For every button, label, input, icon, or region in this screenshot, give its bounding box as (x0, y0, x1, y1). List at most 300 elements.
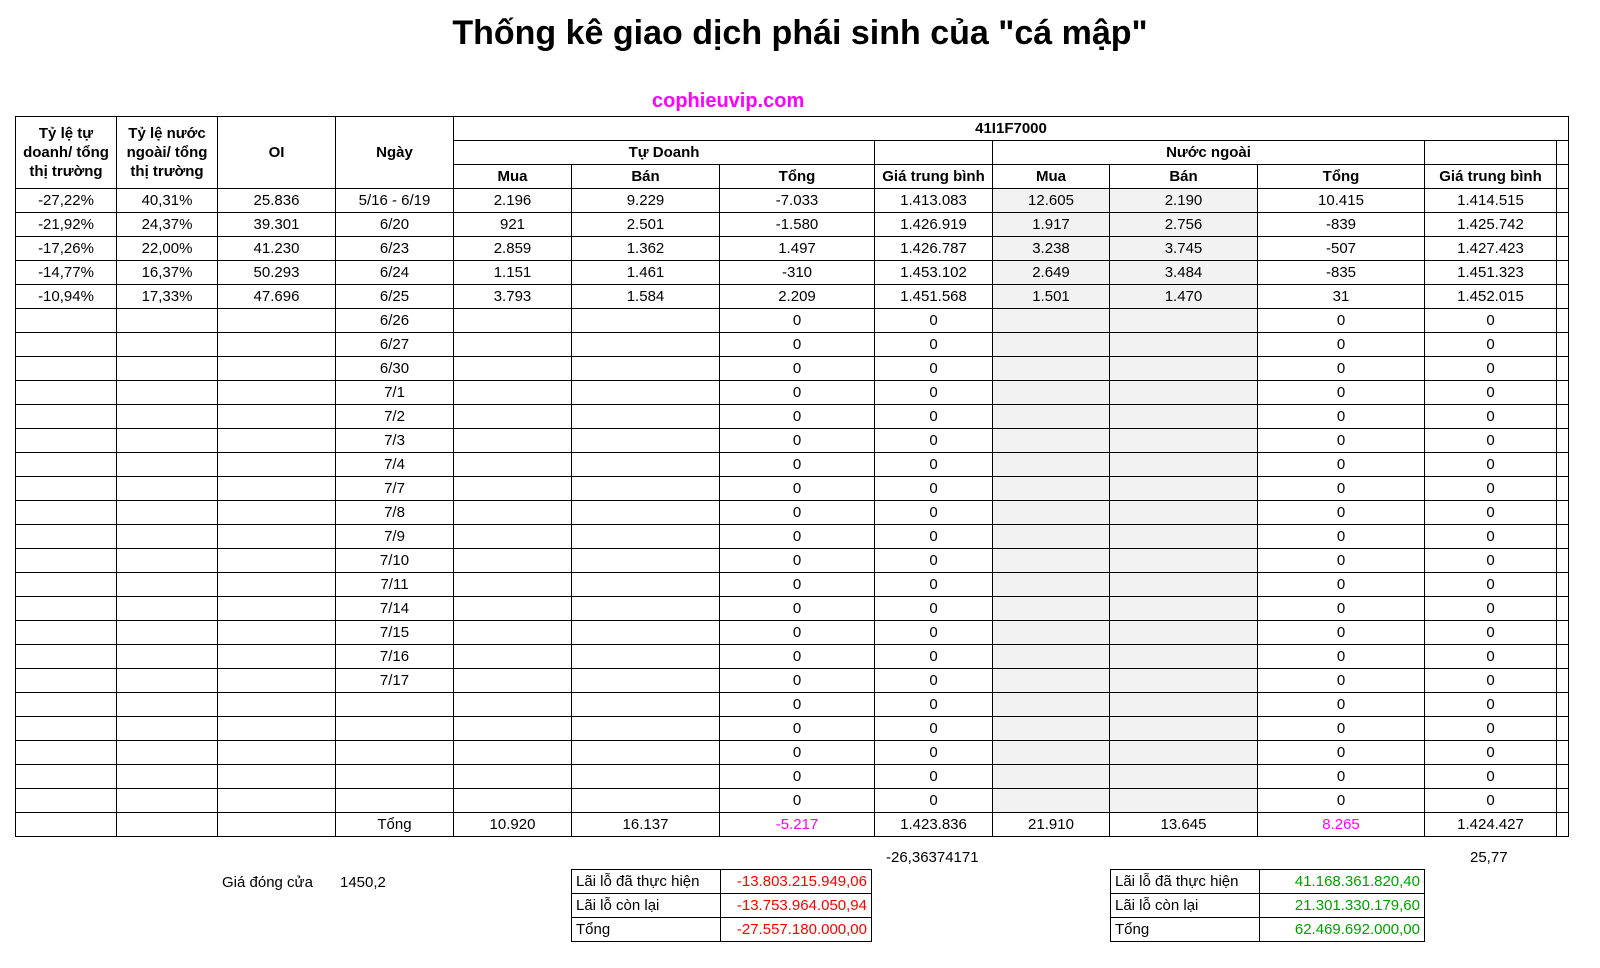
cell-td-ratio (16, 309, 117, 333)
cell-nn-ratio (117, 669, 218, 693)
cell-td-gia: 1.453.102 (875, 261, 993, 285)
header-blank-nn (1425, 141, 1557, 165)
cell-nn-ban (1110, 429, 1258, 453)
cell-td-ban (572, 741, 720, 765)
cell-td-ratio (16, 789, 117, 813)
cell-td-ban (572, 645, 720, 669)
cell-td-tong: 0 (720, 501, 875, 525)
cell-td-gia: 0 (875, 525, 993, 549)
cell-td-mua (454, 525, 572, 549)
cell-nn-gia: 0 (1425, 309, 1557, 333)
cell-blank (1557, 333, 1569, 357)
cell-td-mua (454, 765, 572, 789)
cell-oi (218, 501, 336, 525)
cell-td-ban: 2.501 (572, 213, 720, 237)
cell-nn-tong: 0 (1258, 453, 1425, 477)
cell-td-ratio: -27,22% (16, 189, 117, 213)
cell-td-mua: 1.151 (454, 261, 572, 285)
cell-blank (1557, 189, 1569, 213)
cell-td-mua (454, 501, 572, 525)
cell-nn-tong: 0 (1258, 549, 1425, 573)
cell-nn-tong: 0 (1258, 789, 1425, 813)
cell-nn-ban (1110, 357, 1258, 381)
cell-nn-ban: 1.470 (1110, 285, 1258, 309)
pnl-label: Lãi lỗ đã thực hiện (572, 870, 721, 894)
cell-nn-mua (993, 765, 1110, 789)
cell-td-ban (572, 765, 720, 789)
cell-td-gia: 0 (875, 333, 993, 357)
cell-td-ban (572, 381, 720, 405)
cell-td-mua (454, 717, 572, 741)
cell-td-gia: 0 (875, 549, 993, 573)
cell-blank (1557, 693, 1569, 717)
cell-blank (1557, 645, 1569, 669)
cell-nn-mua (993, 333, 1110, 357)
cell-td-tong: 0 (720, 309, 875, 333)
cell-td-mua (454, 693, 572, 717)
header-contract: 41I1F7000 (454, 117, 1569, 141)
cell-nn-tong: 0 (1258, 357, 1425, 381)
cell-td-tong: -310 (720, 261, 875, 285)
cell-nn-gia: 1.427.423 (1425, 237, 1557, 261)
table-row (16, 765, 1569, 789)
cell-nn-mua: 2.649 (993, 261, 1110, 285)
cell-td-ban: 9.229 (572, 189, 720, 213)
cell-nn-ratio (117, 525, 218, 549)
cell-td-mua (454, 741, 572, 765)
cell-oi (218, 741, 336, 765)
cell-td-ratio (16, 453, 117, 477)
table-row (16, 357, 1569, 381)
cell-td-gia: 0 (875, 741, 993, 765)
cell-nn-gia: 0 (1425, 405, 1557, 429)
cell-blank (1557, 237, 1569, 261)
table-row (16, 213, 1569, 237)
table-row (16, 429, 1569, 453)
cell-oi (218, 333, 336, 357)
cell-td-tong: 0 (720, 429, 875, 453)
table-row (16, 669, 1569, 693)
pnl-value: -13.803.215.949,06 (721, 870, 872, 894)
table-row (16, 597, 1569, 621)
cell-td-ratio (16, 621, 117, 645)
cell-nn-ratio (117, 477, 218, 501)
cell-oi (218, 549, 336, 573)
cell-td-ban: 1.584 (572, 285, 720, 309)
cell-nn-gia: 0 (1425, 645, 1557, 669)
nn-diff-value: 25,77 (1470, 849, 1508, 866)
cell-oi: 25.836 (218, 189, 336, 213)
cell-oi: 47.696 (218, 285, 336, 309)
cell-td-ratio (16, 669, 117, 693)
table-row (16, 501, 1569, 525)
cell-nn-tong: 0 (1258, 621, 1425, 645)
cell-td-ratio (16, 501, 117, 525)
cell-nn-mua (993, 621, 1110, 645)
cell-td-ratio: -14,77% (16, 261, 117, 285)
cell-nn-tong: 10.415 (1258, 189, 1425, 213)
cell-td-ban (572, 477, 720, 501)
cell-nn-mua (993, 645, 1110, 669)
cell-nn-gia: 0 (1425, 453, 1557, 477)
table-row (16, 333, 1569, 357)
cell-nn-tong: 0 (1258, 741, 1425, 765)
cell-nn-tong: 0 (1258, 669, 1425, 693)
cell-nn-mua (993, 309, 1110, 333)
pnl-tu-doanh-table (571, 869, 872, 942)
cell-td-tong: 0 (720, 357, 875, 381)
cell-nn-tong: 0 (1258, 765, 1425, 789)
cell-blank (1557, 213, 1569, 237)
cell-oi (218, 357, 336, 381)
cell-date (336, 693, 454, 717)
cell-date: 6/25 (336, 285, 454, 309)
cell-td-ban: 1.461 (572, 261, 720, 285)
cell-td-ratio (16, 597, 117, 621)
cell-td-gia: 0 (875, 597, 993, 621)
cell-nn-ratio (117, 381, 218, 405)
cell-blank (1557, 309, 1569, 333)
cell-nn-gia: 0 (1425, 621, 1557, 645)
cell-nn-ban (1110, 477, 1258, 501)
table-row (16, 573, 1569, 597)
cell-oi (218, 789, 336, 813)
cell-blank (1557, 453, 1569, 477)
cell-nn-mua (993, 789, 1110, 813)
cell-blank (1557, 669, 1569, 693)
cell-td-gia: 0 (875, 405, 993, 429)
cell-nn-gia: 1.452.015 (1425, 285, 1557, 309)
cell-nn-ratio (117, 645, 218, 669)
cell-nn-gia: 0 (1425, 357, 1557, 381)
table-row (16, 645, 1569, 669)
header-date: Ngày (336, 117, 454, 189)
cell-td-gia: 0 (875, 381, 993, 405)
cell-td-tong: 0 (720, 381, 875, 405)
cell-date: 6/27 (336, 333, 454, 357)
cell-td-ban (572, 333, 720, 357)
cell-blank (1557, 717, 1569, 741)
cell-td-ratio (16, 525, 117, 549)
cell-td-gia: 0 (875, 477, 993, 501)
cell-oi: 50.293 (218, 261, 336, 285)
cell-nn-ratio (117, 549, 218, 573)
cell-nn-tong: -507 (1258, 237, 1425, 261)
cell-blank (1557, 813, 1569, 837)
cell-nn-ratio: 16,37% (117, 261, 218, 285)
cell-td-ban (572, 693, 720, 717)
cell-nn-gia: 0 (1425, 477, 1557, 501)
cell-td-tong: 0 (720, 717, 875, 741)
cell-td-ratio (16, 357, 117, 381)
cell-date: 7/3 (336, 429, 454, 453)
cell-nn-ban: 2.756 (1110, 213, 1258, 237)
total-label: Tổng (336, 813, 454, 837)
table-row (16, 453, 1569, 477)
cell-blank (1557, 789, 1569, 813)
cell-nn-ratio (117, 741, 218, 765)
cell-oi (218, 621, 336, 645)
cell-date: 6/30 (336, 357, 454, 381)
pnl-label: Lãi lỗ còn lại (572, 894, 721, 918)
cell-td-ratio: -21,92% (16, 213, 117, 237)
cell-nn-ratio (117, 765, 218, 789)
cell-nn-tong: 0 (1258, 309, 1425, 333)
cell-nn-mua (993, 357, 1110, 381)
cell-nn-ban (1110, 573, 1258, 597)
cell-td-tong: 0 (720, 549, 875, 573)
cell-oi (218, 669, 336, 693)
cell-nn-ratio (117, 405, 218, 429)
cell-td-gia: 0 (875, 621, 993, 645)
cell-nn-mua (993, 717, 1110, 741)
cell-td-ban: 1.362 (572, 237, 720, 261)
cell-date: 6/24 (336, 261, 454, 285)
cell-nn-ban (1110, 645, 1258, 669)
cell-nn-mua (993, 573, 1110, 597)
header-nn-ratio: Tỷ lệ nước ngoài/ tổng thị trường (117, 117, 218, 189)
cell-oi (218, 525, 336, 549)
cell-nn-tong: -835 (1258, 261, 1425, 285)
cell-nn-ratio (117, 621, 218, 645)
cell-nn-gia: 0 (1425, 501, 1557, 525)
cell-nn-tong: 0 (1258, 693, 1425, 717)
cell-td-gia: 1.413.083 (875, 189, 993, 213)
cell-td-tong: 0 (720, 573, 875, 597)
cell-td-tong: 0 (720, 477, 875, 501)
table-row (16, 309, 1569, 333)
cell-nn-ban (1110, 549, 1258, 573)
cell-date: 7/10 (336, 549, 454, 573)
cell-oi (218, 309, 336, 333)
header-td-ratio: Tỷ lệ tự doanh/ tổng thị trường (16, 117, 117, 189)
cell-nn-ban (1110, 789, 1258, 813)
pnl-value: -27.557.180.000,00 (721, 918, 872, 942)
cell-td-gia: 0 (875, 765, 993, 789)
cell-nn-ban (1110, 525, 1258, 549)
cell-td-mua (454, 429, 572, 453)
total-td-mua: 10.920 (454, 813, 572, 837)
cell-oi (218, 693, 336, 717)
cell-td-tong: 0 (720, 525, 875, 549)
cell-nn-ratio (117, 429, 218, 453)
cell-td-gia: 0 (875, 429, 993, 453)
cell-td-gia: 0 (875, 669, 993, 693)
pnl-row (572, 894, 872, 918)
cell-nn-tong: 0 (1258, 477, 1425, 501)
cell-td-ratio (16, 381, 117, 405)
cell-td-ban (572, 405, 720, 429)
cell-nn-ratio (117, 717, 218, 741)
cell-nn-mua (993, 549, 1110, 573)
cell-nn-ratio (117, 597, 218, 621)
cell-date: 7/16 (336, 645, 454, 669)
table-row (16, 789, 1569, 813)
header-tu-doanh: Tự Doanh (454, 141, 875, 165)
cell-oi (218, 597, 336, 621)
cell-td-ratio (16, 429, 117, 453)
total-row (16, 813, 1569, 837)
table-row (16, 189, 1569, 213)
cell-blank (117, 813, 218, 837)
cell-oi (218, 453, 336, 477)
cell-nn-ban: 3.745 (1110, 237, 1258, 261)
cell-nn-mua (993, 597, 1110, 621)
table-row (16, 261, 1569, 285)
header-nn-ban: Bán (1110, 165, 1258, 189)
cell-td-ratio (16, 645, 117, 669)
cell-blank (1557, 405, 1569, 429)
cell-td-ratio (16, 693, 117, 717)
pnl-row (1111, 918, 1425, 942)
cell-td-tong: 0 (720, 621, 875, 645)
cell-nn-gia: 0 (1425, 525, 1557, 549)
pnl-row (572, 870, 872, 894)
closing-price-label: Giá đóng cửa (222, 874, 313, 891)
header-td-gia: Giá trung bình (875, 165, 993, 189)
cell-td-tong: 0 (720, 765, 875, 789)
cell-td-mua: 2.196 (454, 189, 572, 213)
header-td-ban: Bán (572, 165, 720, 189)
cell-td-gia: 0 (875, 717, 993, 741)
cell-td-mua (454, 549, 572, 573)
cell-td-mua (454, 477, 572, 501)
cell-nn-mua (993, 405, 1110, 429)
cell-td-ratio (16, 717, 117, 741)
cell-nn-gia: 0 (1425, 549, 1557, 573)
cell-date (336, 717, 454, 741)
cell-blank (1557, 477, 1569, 501)
cell-td-ban (572, 453, 720, 477)
cell-nn-mua (993, 477, 1110, 501)
cell-oi: 39.301 (218, 213, 336, 237)
cell-nn-tong: 0 (1258, 597, 1425, 621)
table-row (16, 693, 1569, 717)
cell-nn-mua (993, 381, 1110, 405)
cell-td-ratio (16, 405, 117, 429)
cell-nn-tong: 0 (1258, 717, 1425, 741)
table-row (16, 405, 1569, 429)
cell-nn-mua (993, 741, 1110, 765)
cell-nn-ratio (117, 693, 218, 717)
table-row (16, 285, 1569, 309)
cell-nn-gia: 0 (1425, 717, 1557, 741)
cell-td-gia: 0 (875, 693, 993, 717)
cell-nn-tong: 0 (1258, 405, 1425, 429)
cell-oi: 41.230 (218, 237, 336, 261)
cell-td-tong: -7.033 (720, 189, 875, 213)
cell-td-tong: 0 (720, 333, 875, 357)
cell-td-ratio (16, 549, 117, 573)
cell-td-gia: 1.426.919 (875, 213, 993, 237)
cell-oi (218, 765, 336, 789)
table-row (16, 381, 1569, 405)
cell-td-tong: 0 (720, 405, 875, 429)
cell-td-mua (454, 621, 572, 645)
pnl-row (1111, 894, 1425, 918)
derivatives-table (15, 116, 1569, 837)
cell-date (336, 765, 454, 789)
cell-nn-mua (993, 693, 1110, 717)
total-nn-gia: 1.424.427 (1425, 813, 1557, 837)
header-blank-end2 (1557, 165, 1569, 189)
cell-nn-gia: 0 (1425, 597, 1557, 621)
cell-td-ratio: -10,94% (16, 285, 117, 309)
header-nn-tong: Tổng (1258, 165, 1425, 189)
cell-oi (218, 573, 336, 597)
cell-nn-gia: 0 (1425, 429, 1557, 453)
cell-nn-gia: 0 (1425, 573, 1557, 597)
cell-blank (1557, 525, 1569, 549)
cell-td-tong: 1.497 (720, 237, 875, 261)
cell-nn-ban: 2.190 (1110, 189, 1258, 213)
cell-nn-ratio: 24,37% (117, 213, 218, 237)
cell-date: 7/8 (336, 501, 454, 525)
cell-td-ban (572, 789, 720, 813)
cell-td-ban (572, 309, 720, 333)
td-diff-value: -26,36374171 (886, 849, 979, 866)
cell-nn-gia: 0 (1425, 693, 1557, 717)
cell-nn-ratio (117, 453, 218, 477)
cell-nn-gia: 1.425.742 (1425, 213, 1557, 237)
total-nn-ban: 13.645 (1110, 813, 1258, 837)
cell-td-gia: 1.426.787 (875, 237, 993, 261)
cell-date: 6/26 (336, 309, 454, 333)
cell-td-ban (572, 621, 720, 645)
cell-td-mua (454, 333, 572, 357)
cell-nn-mua (993, 501, 1110, 525)
pnl-label: Lãi lỗ còn lại (1111, 894, 1260, 918)
cell-td-mua (454, 669, 572, 693)
cell-nn-gia: 0 (1425, 381, 1557, 405)
cell-blank (1557, 285, 1569, 309)
cell-date: 7/2 (336, 405, 454, 429)
cell-td-gia: 0 (875, 573, 993, 597)
cell-td-mua (454, 309, 572, 333)
cell-td-gia: 0 (875, 501, 993, 525)
cell-td-mua (454, 405, 572, 429)
cell-blank (1557, 741, 1569, 765)
cell-nn-mua (993, 429, 1110, 453)
cell-blank (1557, 573, 1569, 597)
total-nn-tong: 8.265 (1258, 813, 1425, 837)
site-link[interactable]: cophieuvip.com (652, 90, 805, 112)
total-td-gia: 1.423.836 (875, 813, 993, 837)
cell-td-tong: 0 (720, 453, 875, 477)
cell-nn-gia: 1.414.515 (1425, 189, 1557, 213)
cell-nn-ratio: 40,31% (117, 189, 218, 213)
cell-nn-mua (993, 525, 1110, 549)
cell-td-tong: -1.580 (720, 213, 875, 237)
cell-nn-mua: 3.238 (993, 237, 1110, 261)
cell-td-tong: 0 (720, 789, 875, 813)
cell-nn-gia: 0 (1425, 741, 1557, 765)
cell-td-ratio (16, 333, 117, 357)
cell-blank (1557, 549, 1569, 573)
cell-td-gia: 1.451.568 (875, 285, 993, 309)
header-oi: OI (218, 117, 336, 189)
pnl-row (572, 918, 872, 942)
cell-td-mua: 2.859 (454, 237, 572, 261)
table-row (16, 549, 1569, 573)
cell-nn-tong: 0 (1258, 429, 1425, 453)
cell-nn-gia: 1.451.323 (1425, 261, 1557, 285)
total-td-ban: 16.137 (572, 813, 720, 837)
cell-td-ban (572, 669, 720, 693)
pnl-value: 41.168.361.820,40 (1260, 870, 1425, 894)
cell-nn-tong: 0 (1258, 573, 1425, 597)
table-row (16, 525, 1569, 549)
